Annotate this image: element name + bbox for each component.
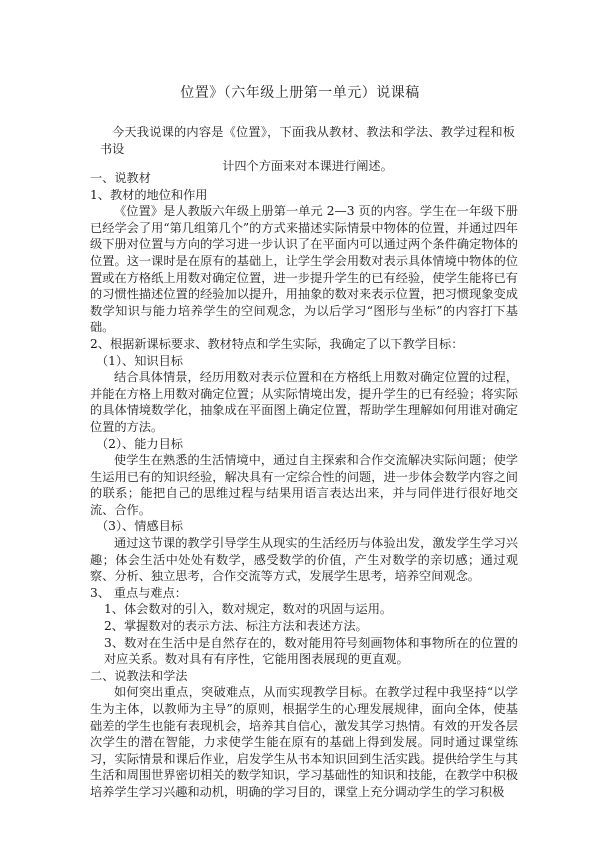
section-heading-1: 一、说教材 — [90, 171, 151, 185]
key-point-3: 3、数对在生活中是自然存在的，数对能用符号刻画物体和事物所在的位置的对应关系。数对具有有序性，它能用图表展现的更直观。 — [104, 635, 518, 667]
intro-paragraph — [100, 124, 515, 175]
intro-line-1: 今天我说课的内容是《位置》，下面我从教材、教法和学法、教学过程和板书设 — [100, 125, 515, 156]
paragraph-emotion-goal: 通过这节课的教学引导学生从现实的生活经历与体验出发，激发学生学习兴趣；体会生活中处处有数学，感受数学的价值，产生对数学的亲切感；通过观察、分析、独立思考，合作交流等方式，发展学生思考，培养空间观念。 — [90, 536, 518, 584]
key-point-2: 2、掌握数对的表示方法、标注方法和表述方法。 — [104, 619, 368, 634]
key-point-1: 1、体会数对的引入，数对规定，数对的巩固与运用。 — [104, 602, 393, 617]
subheading-3: 3、 重点与难点： — [90, 585, 187, 600]
goal-heading-emotion: （3）、情感目标 — [96, 519, 183, 534]
paragraph-ability-goal: 使学生在熟悉的生活情境中，通过自主探索和合作交流解决实际问题；使学生运用已有的知识经验，解决具有一定综合性的问题，进一步体会数学内容之间的联系；能把自己的思维过程与结果用语言表达出来，并与同伴进行很好地交流、合作。 — [90, 453, 518, 517]
goal-heading-knowledge: （1）、知识目标 — [96, 353, 183, 368]
paragraph-role: 《位置》是人教版六年级上册第一单元 2—3 页的内容。学生在一年级下册已经学会了用“第几组第几个”的方式来描述实际情景中物体的位置，并通过四年级下册对位置与方向的学习进一步认识了在平面内可以通过两个条件确定物体的位置。这一课时是在原有的基础上，让学生学会用数对表示具体情境中物体的位置或在方格纸上用数对确定位置，进一步提升学生的已有经验，使学生能将已有的习惯性描述位置的经验加以提升，用抽象的数对来表示位置，把习惯现象变成数学知识与能力培养学生的空间观念，为以后学习“图形与坐标”的内容打下基础。 — [90, 204, 518, 335]
document-title: 位置》（六年级上册第一单元）说课稿 — [180, 85, 420, 101]
subheading-2: 2、根据新课标要求、教材特点和学生实际，我确定了以下教学目标： — [90, 336, 464, 351]
document-body — [90, 170, 518, 801]
goal-heading-ability: （2）、能力目标 — [96, 436, 183, 451]
intro-line-2: 计四个方面来对本课进行阐述。 — [222, 159, 393, 173]
section-heading-2: 二、说教法和学法 — [90, 668, 188, 683]
subheading-1: 1、教材的地位和作用 — [90, 187, 208, 202]
paragraph-methods: 如何突出重点，突破难点，从而实现教学目标。在教学过程中我坚持“以学生为主体，以教师为主导”的原则，根据学生的心理发展规律，面向全体，使基础差的学生也能有表现机会，培养其自信心，激发其学习热情。有效的开发各层次学生的潜在智能，力求使学生能在原有的基础上得到发展。同时通过课堂练习，实际情景和课后作业，启发学生从书本知识回到生活实践。提供给学生与其生活和周围世界密切相关的数学知识，学习基础性的知识和技能，在教学中积极培养学生学习兴趣和动机，明确的学习目的，课堂上充分调动学生的学习积极 — [90, 685, 518, 799]
paragraph-knowledge-goal: 结合具体情景，经历用数对表示位置和在方格纸上用数对确定位置的过程，并能在方格上用数对确定位置；从实际情境出发，提升学生的已有经验；将实际的具体情境数学化，抽象成在平面图上确定位置，帮助学生理解如何用谁对确定位置的方法。 — [90, 370, 518, 434]
